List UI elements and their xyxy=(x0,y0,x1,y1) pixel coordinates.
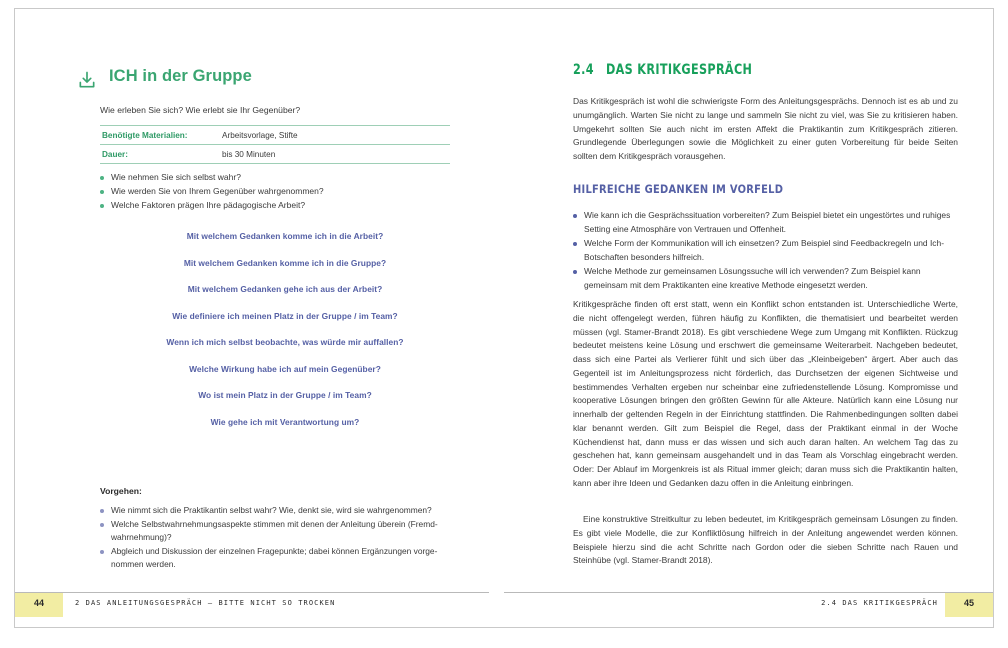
question-line: Wenn ich mich selbst beobachte, was würde mir auffallen? xyxy=(166,337,404,347)
table-cell-value: bis 30 Minuten xyxy=(220,145,450,164)
centered-questions-block xyxy=(100,231,470,427)
intro-text: Wie erleben Sie sich? Wie erlebt sie Ihr Gegenüber? xyxy=(100,105,301,115)
left-page xyxy=(15,9,504,627)
list-item: Wie kann ich die Gesprächssituation vorbereiten? Zum Beispiel bietet ein ungestörtes und ruhiges Setting eine Atmosphäre von Vertrauen und Offenheit. xyxy=(573,209,961,236)
list-item: Welche Methode zur gemeinsamen Lösungssuche will ich verwenden? Zum Beispiel kann gemeinsam mit dem Praktikanten eine kreative Methode eingesetzt werden. xyxy=(573,265,961,292)
procedure-bullet-list xyxy=(100,504,465,572)
table-cell-key: Benötigte Materialien: xyxy=(100,126,220,145)
list-item: Wie werden Sie von Ihrem Gegenüber wahrgenommen? xyxy=(100,185,490,199)
paragraph-intro: Das Kritikgespräch ist wohl die schwierigste Form des Anleitungsgesprächs. Dennoch ist es ab und zu unumgänglich. Warten Sie nicht zu lange und sammeln Sie nicht zu viel, was Sie zu kritisieren haben. Umgekehrt sollten Sie auch nicht im ersten Affekt die Praktikantin zum Kritikgespräch zitieren. Grundlegende Überlegungen sowie die Möglichkeit zu einer guten Vorbereitung für beide Seiten sollten dem Kritikgespräch vorausgehen. xyxy=(573,96,958,162)
helpful-thoughts-list xyxy=(573,209,961,293)
download-icon xyxy=(77,70,97,90)
info-table xyxy=(100,125,450,164)
section-title: DAS KRITIKGESPRÄCH xyxy=(605,62,753,78)
paragraph-conflict: Kritikgespräche finden oft erst statt, wenn ein Konflikt schon entstanden ist. Unterschiedliche Werte, die nicht offengelegt werden, führen häufig zu Konflikten, die thematisiert und bearbeitet werden müssen (vgl. Stamer-Brandt 2018). Es gibt verschiedene Wege zum Umgang mit Konflikten. Rückzug bedeutet meistens keine Lösung und erschwert die gemeinsame Weiterarbeit. Nachgeben bedeutet, dass sich eine Partei als Verlierer fühlt und sich über das „Kleinbeigeben“ ärgert. Aber auch das Gegenteil ist im Anleitungsprozess nicht förderlich, das Durchsetzen der eigenen Sichtweise und bestimmendes Verhalten ergeben nur scheinbar eine zufriedenstellende Lösung. Kompromisse und kooperative Lösungen bringen den größten Gewinn für alle Akteure. Natürlich kann eine Lösung nur innerhalb der geltenden Regeln in der Einrichtung stattfinden. Die Rahmenbedingungen sollten dabei klar benannt werden. Gilt zum Beispiel die Regel, dass der Praktikant einmal in der Woche Küchendienst hat, dann muss er das wissen und sich auch daran halten. An welchem Tag das zu geschehen hat, kann gemeinsam ausgehandelt und in das Team als Vorschlag eingebracht werden. Oder: Der Ablauf im Morgenkreis ist als Ritual immer gleich; daran muss sich die Praktikantin halten, kann aber ihre Ideen und Gedanken dazu offen in die Anleitung einbringen. xyxy=(573,299,958,488)
section-heading xyxy=(573,62,752,78)
page-number-left: 44 xyxy=(33,598,44,608)
question-line: Wie gehe ich mit Verantwortung um? xyxy=(210,416,360,427)
list-item: Wie nimmt sich die Praktikantin selbst wahr? Wie, denkt sie, wird sie wahrgenommen? xyxy=(100,504,465,517)
reflection-bullet-list xyxy=(100,171,490,212)
page-number-right: 45 xyxy=(963,598,974,608)
footer-rule-left xyxy=(15,592,489,593)
running-head-right: 2.4 DAS KRITIKGESPRÄCH xyxy=(821,599,938,607)
question-line: Mit welchem Gedanken komme ich in die Arbeit? xyxy=(186,231,384,241)
list-item: Welche Faktoren prägen Ihre pädagogische Arbeit? xyxy=(100,199,490,213)
table-cell-key: Dauer: xyxy=(100,145,220,164)
table-row xyxy=(100,126,450,145)
list-item: Abgleich und Diskussion der einzelnen Fragepunkte; dabei können Ergänzungen vorgenommen werden. xyxy=(100,545,465,571)
list-item: Wie nehmen Sie sich selbst wahr? xyxy=(100,171,490,185)
table-cell-value: Arbeitsvorlage, Stifte xyxy=(220,126,450,145)
question-line: Wie definiere ich meinen Platz in der Gruppe / im Team? xyxy=(172,310,398,321)
list-item: Welche Selbstwahrnehmungsaspekte stimmen mit denen der Anleitung überein (Fremdwahrnehmung)? xyxy=(100,518,465,544)
running-head-left: 2 DAS ANLEITUNGSGESPRÄCH – BITTE NICHT SO TROCKEN xyxy=(75,599,336,607)
footer-rule-right xyxy=(504,592,993,593)
subsection-heading: HILFREICHE GEDANKEN IM VORFELD xyxy=(573,182,784,196)
table-row xyxy=(100,145,450,164)
question-line: Mit welchem Gedanken komme ich in die Gruppe? xyxy=(183,257,387,268)
question-line: Mit welchem Gedanken gehe ich aus der Arbeit? xyxy=(187,284,383,294)
paragraph-conclusion: Eine konstruktive Streitkultur zu leben bedeutet, im Kritikgespräch gemeinsam Lösungen zu finden. Es gibt viele Modelle, die zur Konfliktlösung hilfreich in der Anleitung angewendet werden können. Beispiele hierzu sind die acht Schritte nach Gordon oder die sieben Schritte nach Rauen und Steinhübe (vgl. Stamer-Brandt 2018). xyxy=(573,514,958,566)
page-title: ICH in der Gruppe xyxy=(109,67,252,85)
section-number: 2.4 xyxy=(573,62,594,78)
list-item: Welche Form der Kommunikation will ich einsetzen? Zum Beispiel sind Feedbackregeln und Ich-Botschaften besonders hilfreich. xyxy=(573,237,961,264)
question-line: Wo ist mein Platz in der Gruppe / im Team? xyxy=(198,390,372,400)
procedure-heading: Vorgehen: xyxy=(100,486,142,496)
question-line: Welche Wirkung habe ich auf mein Gegenüber? xyxy=(189,363,381,374)
